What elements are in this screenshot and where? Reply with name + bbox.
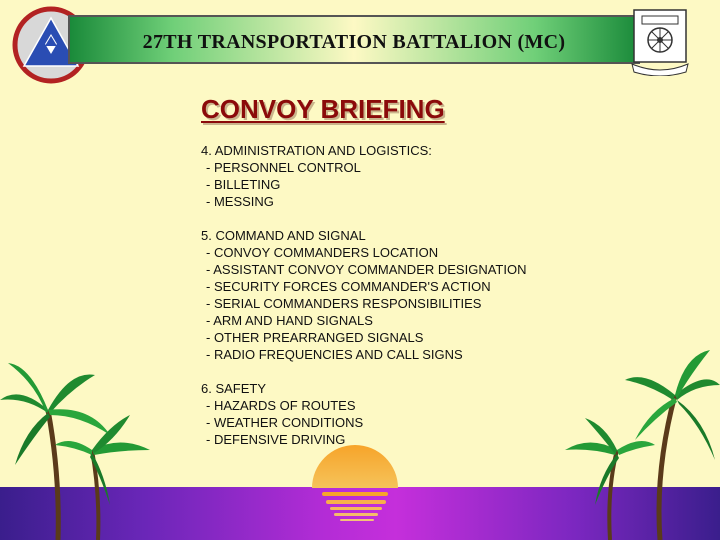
- section-heading: 5. COMMAND AND SIGNAL: [201, 228, 366, 243]
- list-item: - OTHER PREARRANGED SIGNALS: [206, 330, 424, 345]
- list-item: - HAZARDS OF ROUTES: [206, 398, 356, 413]
- palm-tree-icon: [0, 355, 170, 540]
- list-item: - DEFENSIVE DRIVING: [206, 432, 346, 447]
- list-item: - WEATHER CONDITIONS: [206, 415, 364, 430]
- header-banner: [68, 15, 640, 64]
- battalion-title: 27TH TRANSPORTATION BATTALION (MC): [142, 31, 566, 53]
- list-item: - MESSING: [206, 194, 274, 209]
- slide-title: CONVOY BRIEFING: [201, 94, 445, 124]
- list-item: - RADIO FREQUENCIES AND CALL SIGNS: [206, 347, 463, 362]
- section-admin-logistics: [201, 142, 621, 210]
- list-item: - SERIAL COMMANDERS RESPONSIBILITIES: [206, 296, 482, 311]
- list-item: - BILLETING: [206, 177, 281, 192]
- palm-tree-icon: [555, 350, 720, 540]
- list-item: - ARM AND HAND SIGNALS: [206, 313, 373, 328]
- sunset-icon: [300, 440, 410, 540]
- list-item: - ASSISTANT CONVOY COMMANDER DESIGNATION: [206, 262, 527, 277]
- list-item: - CONVOY COMMANDERS LOCATION: [206, 245, 439, 260]
- section-command-signal: [201, 227, 621, 363]
- list-item: - PERSONNEL CONTROL: [206, 160, 361, 175]
- section-heading: 4. ADMINISTRATION AND LOGISTICS:: [201, 143, 432, 158]
- unit-crest-icon: [628, 6, 692, 76]
- list-item: - SECURITY FORCES COMMANDER'S ACTION: [206, 279, 491, 294]
- section-heading: 6. SAFETY: [201, 381, 267, 396]
